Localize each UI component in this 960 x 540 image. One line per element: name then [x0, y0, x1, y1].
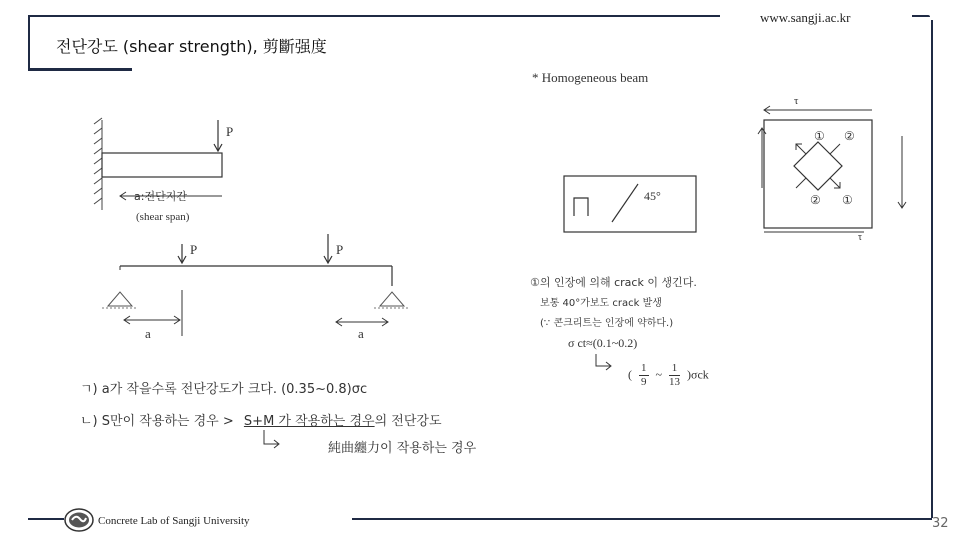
- fraction-dots: ~: [655, 367, 662, 382]
- footer-lab-name: Concrete Lab of Sangji University: [98, 515, 250, 527]
- frame-top-right: [912, 15, 930, 17]
- fraction-2: [669, 362, 680, 389]
- note-line-2: [80, 410, 442, 429]
- label-2-top: ②: [844, 129, 855, 143]
- frame-left: [28, 15, 30, 70]
- crack-note-1: ①의 인장에 의해 crack 이 생긴다.: [530, 276, 697, 289]
- frame-right: [931, 20, 933, 518]
- note-line-2-underlined: S+M 가 작용하는 경우: [243, 414, 375, 429]
- span-label-right: a: [358, 326, 364, 341]
- shear-span-label-ko: a:전단지간: [134, 190, 187, 203]
- frame-bottom-left: [28, 518, 64, 520]
- formula-close: )σck: [687, 367, 709, 382]
- label-1-top: ①: [814, 129, 825, 143]
- crack-formula-2: [628, 362, 709, 389]
- formula-arrow: [592, 352, 616, 374]
- note-line-1: ㄱ) a가 작을수록 전단강도가 크다. (0.35~0.8)σc: [80, 382, 368, 397]
- beam-crack-section: [562, 172, 702, 236]
- university-logo: [64, 508, 94, 532]
- frame-top-left: [28, 15, 720, 17]
- note-line-2-suffix: 의 전단강도: [374, 414, 442, 429]
- slide-title: 전단강도 (shear strength), 剪斷强度: [56, 37, 327, 56]
- load-label-right: P: [336, 242, 344, 257]
- note-line-3: 純曲纏力이 작용하는 경우: [328, 441, 477, 456]
- tau-bottom-label: τ: [858, 232, 863, 242]
- stress-element: [740, 92, 920, 242]
- page-number: 32: [932, 516, 949, 531]
- fraction-1-den: 9: [641, 376, 647, 388]
- fraction-2-den: 13: [669, 376, 680, 388]
- crack-angle-label: 45°: [644, 189, 661, 203]
- fraction-2-num: 1: [669, 362, 680, 376]
- beam-diagram: [90, 110, 420, 350]
- title-underline: [28, 68, 132, 71]
- span-label-left: a: [145, 326, 151, 341]
- crack-note-3: (∵ 콘크리트는 인장에 약하다.): [540, 318, 674, 329]
- fraction-1-num: 1: [641, 362, 647, 374]
- frame-bottom-right: [352, 518, 932, 520]
- note-arrow: [258, 428, 288, 450]
- cantilever-beam: [102, 153, 222, 177]
- label-1-bottom: ①: [842, 193, 853, 207]
- note-line-2-prefix: ㄴ) S만이 작용하는 경우 >: [80, 414, 234, 429]
- site-url: www.sangji.ac.kr: [760, 10, 851, 25]
- fraction-1: [639, 362, 649, 389]
- tau-top-label: τ: [794, 95, 799, 107]
- label-2-bottom: ②: [810, 193, 821, 207]
- support-left: [108, 292, 132, 306]
- shear-span-label-en: (shear span): [136, 211, 190, 223]
- fixed-wall: [94, 118, 102, 210]
- formula-open-paren: (: [628, 367, 632, 382]
- support-right: [380, 292, 404, 306]
- load-label-left: P: [190, 242, 198, 257]
- cantilever-load-label: P: [226, 124, 234, 139]
- homogeneous-beam-caption: * Homogeneous beam: [532, 70, 649, 85]
- crack-formula-1: σ ct≈(0.1~0.2): [568, 336, 638, 350]
- crack-note-2: 보통 40°가보도 crack 발생: [540, 298, 662, 309]
